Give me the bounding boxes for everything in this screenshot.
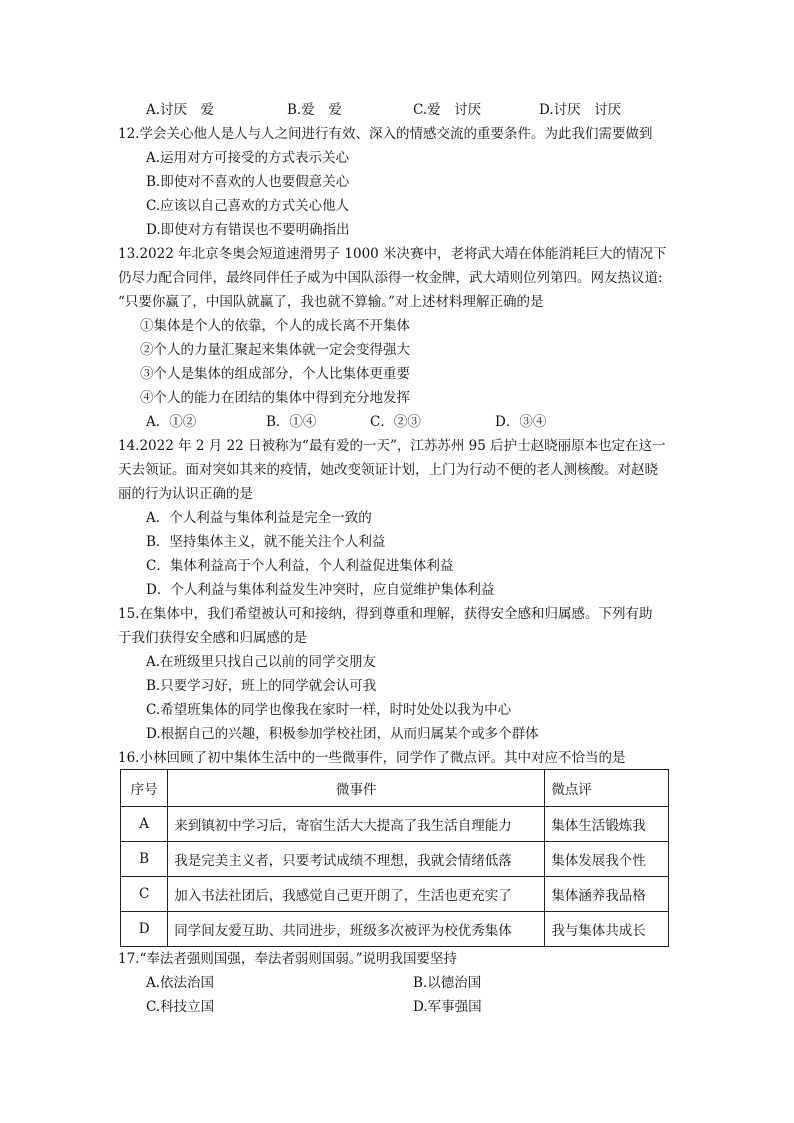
header-number: 序号 xyxy=(121,770,168,807)
q13-statement-1: ①集体是个人的依靠，个人的成长离不开集体 xyxy=(140,318,410,334)
q14-option-c: C．集体利益高于个人利益，个人利益促进集体利益 xyxy=(146,558,454,574)
q14-stem-line-2: 天去领证。面对突如其来的疫情，她改变领证计划，上门为行动不便的老人测核酸。对赵晓 xyxy=(118,462,658,478)
q17-option-a: A.依法治国 xyxy=(146,975,215,991)
q11-option-d: D.讨厌 讨厌 xyxy=(539,102,622,118)
header-event: 微事件 xyxy=(168,770,545,807)
table-header-row xyxy=(121,770,669,807)
q13-stem-line-3: “只要你赢了，中国队就赢了，我也就不算输。”对上述材料理解正确的是 xyxy=(118,294,544,310)
table-row xyxy=(121,807,669,842)
q12-option-b: B.即使对不喜欢的人也要假意关心 xyxy=(146,174,350,190)
row-comment: 我与集体共成长 xyxy=(545,912,669,947)
row-event: 同学间友爱互助、共同进步，班级多次被评为校优秀集体 xyxy=(168,912,545,947)
q16-stem: 16.小林回顾了初中集体生活中的一些微事件，同学作了微点评。其中对应不恰当的是 xyxy=(118,750,626,766)
q13-option-a: A．①② xyxy=(146,414,197,430)
q13-stem-line-2: 仍尽力配合同伴，最终同伴任子威为中国队添得一枚金牌，武大靖则位列第四。网友热议道: xyxy=(118,270,663,286)
q15-option-d: D.根据自己的兴趣，积极参加学校社团，从而归属某个或多个群体 xyxy=(146,726,539,742)
q12-option-d: D.即使对方有错误也不要明确指出 xyxy=(146,222,350,238)
q13-statement-2: ②个人的力量汇聚起来集体就一定会变得强大 xyxy=(140,342,410,358)
q13-statement-3: ③个人是集体的组成部分，个人比集体更重要 xyxy=(140,366,410,382)
row-comment: 集体涵养我品格 xyxy=(545,877,669,912)
q11-option-c: C.爱 讨厌 xyxy=(413,102,482,118)
q14-stem-line-1: 14.2022 年 2 月 22 日被称为“最有爱的一天”，江苏苏州 95 后护士赵晓丽原本也定在这一 xyxy=(118,438,666,454)
q15-option-b: B.只要学习好，班上的同学就会认可我 xyxy=(146,678,377,694)
row-comment: 集体生活锻炼我 xyxy=(545,807,669,842)
table-row xyxy=(121,912,669,947)
row-number: A xyxy=(121,807,168,842)
q15-stem-line-1: 15.在集体中，我们希望被认可和接纳，得到尊重和理解，获得安全感和归属感。下列有助 xyxy=(118,606,653,622)
q14-option-b: B．坚持集体主义，就不能关注个人利益 xyxy=(146,534,386,550)
q12-option-a: A.运用对方可接受的方式表示关心 xyxy=(146,150,350,166)
row-number: D xyxy=(121,912,168,947)
q15-option-c: C.希望班集体的同学也像我在家时一样，时时处处以我为中心 xyxy=(146,702,512,718)
q11-option-b: B.爱 爱 xyxy=(287,102,342,118)
q12-stem: 12.学会关心他人是人与人之间进行有效、深入的情感交流的重要条件。为此我们需要做到 xyxy=(118,126,653,142)
q14-stem-line-3: 丽的行为认识正确的是 xyxy=(118,486,253,502)
q15-option-a: A.在班级里只找自己以前的同学交朋友 xyxy=(146,654,377,670)
q13-option-d: D．③④ xyxy=(495,414,547,430)
q17-option-c: C.科技立国 xyxy=(146,999,215,1015)
row-event: 我是完美主义者，只要考试成绩不理想，我就会情绪低落 xyxy=(168,842,545,877)
q17-option-d: D.军事强国 xyxy=(413,999,482,1015)
row-number: B xyxy=(121,842,168,877)
row-event: 加入书法社团后，我感觉自己更开朗了，生活也更充实了 xyxy=(168,877,545,912)
q13-option-c: C．②③ xyxy=(370,414,421,430)
row-event: 来到镇初中学习后，寄宿生活大大提高了我生活自理能力 xyxy=(168,807,545,842)
q13-statement-4: ④个人的能力在团结的集体中得到充分地发挥 xyxy=(140,390,410,406)
header-comment: 微点评 xyxy=(545,770,669,807)
q11-option-a: A.讨厌 爱 xyxy=(146,102,215,118)
q17-option-b: B.以德治国 xyxy=(413,975,482,991)
row-comment: 集体发展我个性 xyxy=(545,842,669,877)
table-row xyxy=(121,842,669,877)
table-row xyxy=(121,877,669,912)
q14-option-d: D．个人利益与集体利益发生冲突时，应自觉维护集体利益 xyxy=(146,582,495,598)
q13-stem-line-1: 13.2022 年北京冬奥会短道速滑男子 1000 米决赛中，老将武大靖在体能消耗巨大的情况下 xyxy=(118,246,667,262)
micro-event-table xyxy=(120,769,669,947)
row-number: C xyxy=(121,877,168,912)
q12-option-c: C.应该以自己喜欢的方式关心他人 xyxy=(146,198,350,214)
q14-option-a: A．个人利益与集体利益是完全一致的 xyxy=(146,510,372,526)
q15-stem-line-2: 于我们获得安全感和归属感的是 xyxy=(118,630,307,646)
q13-option-b: B．①④ xyxy=(266,414,317,430)
q17-stem: 17.“奉法者强则国强，奉法者弱则国弱。”说明我国要坚持 xyxy=(118,951,458,967)
